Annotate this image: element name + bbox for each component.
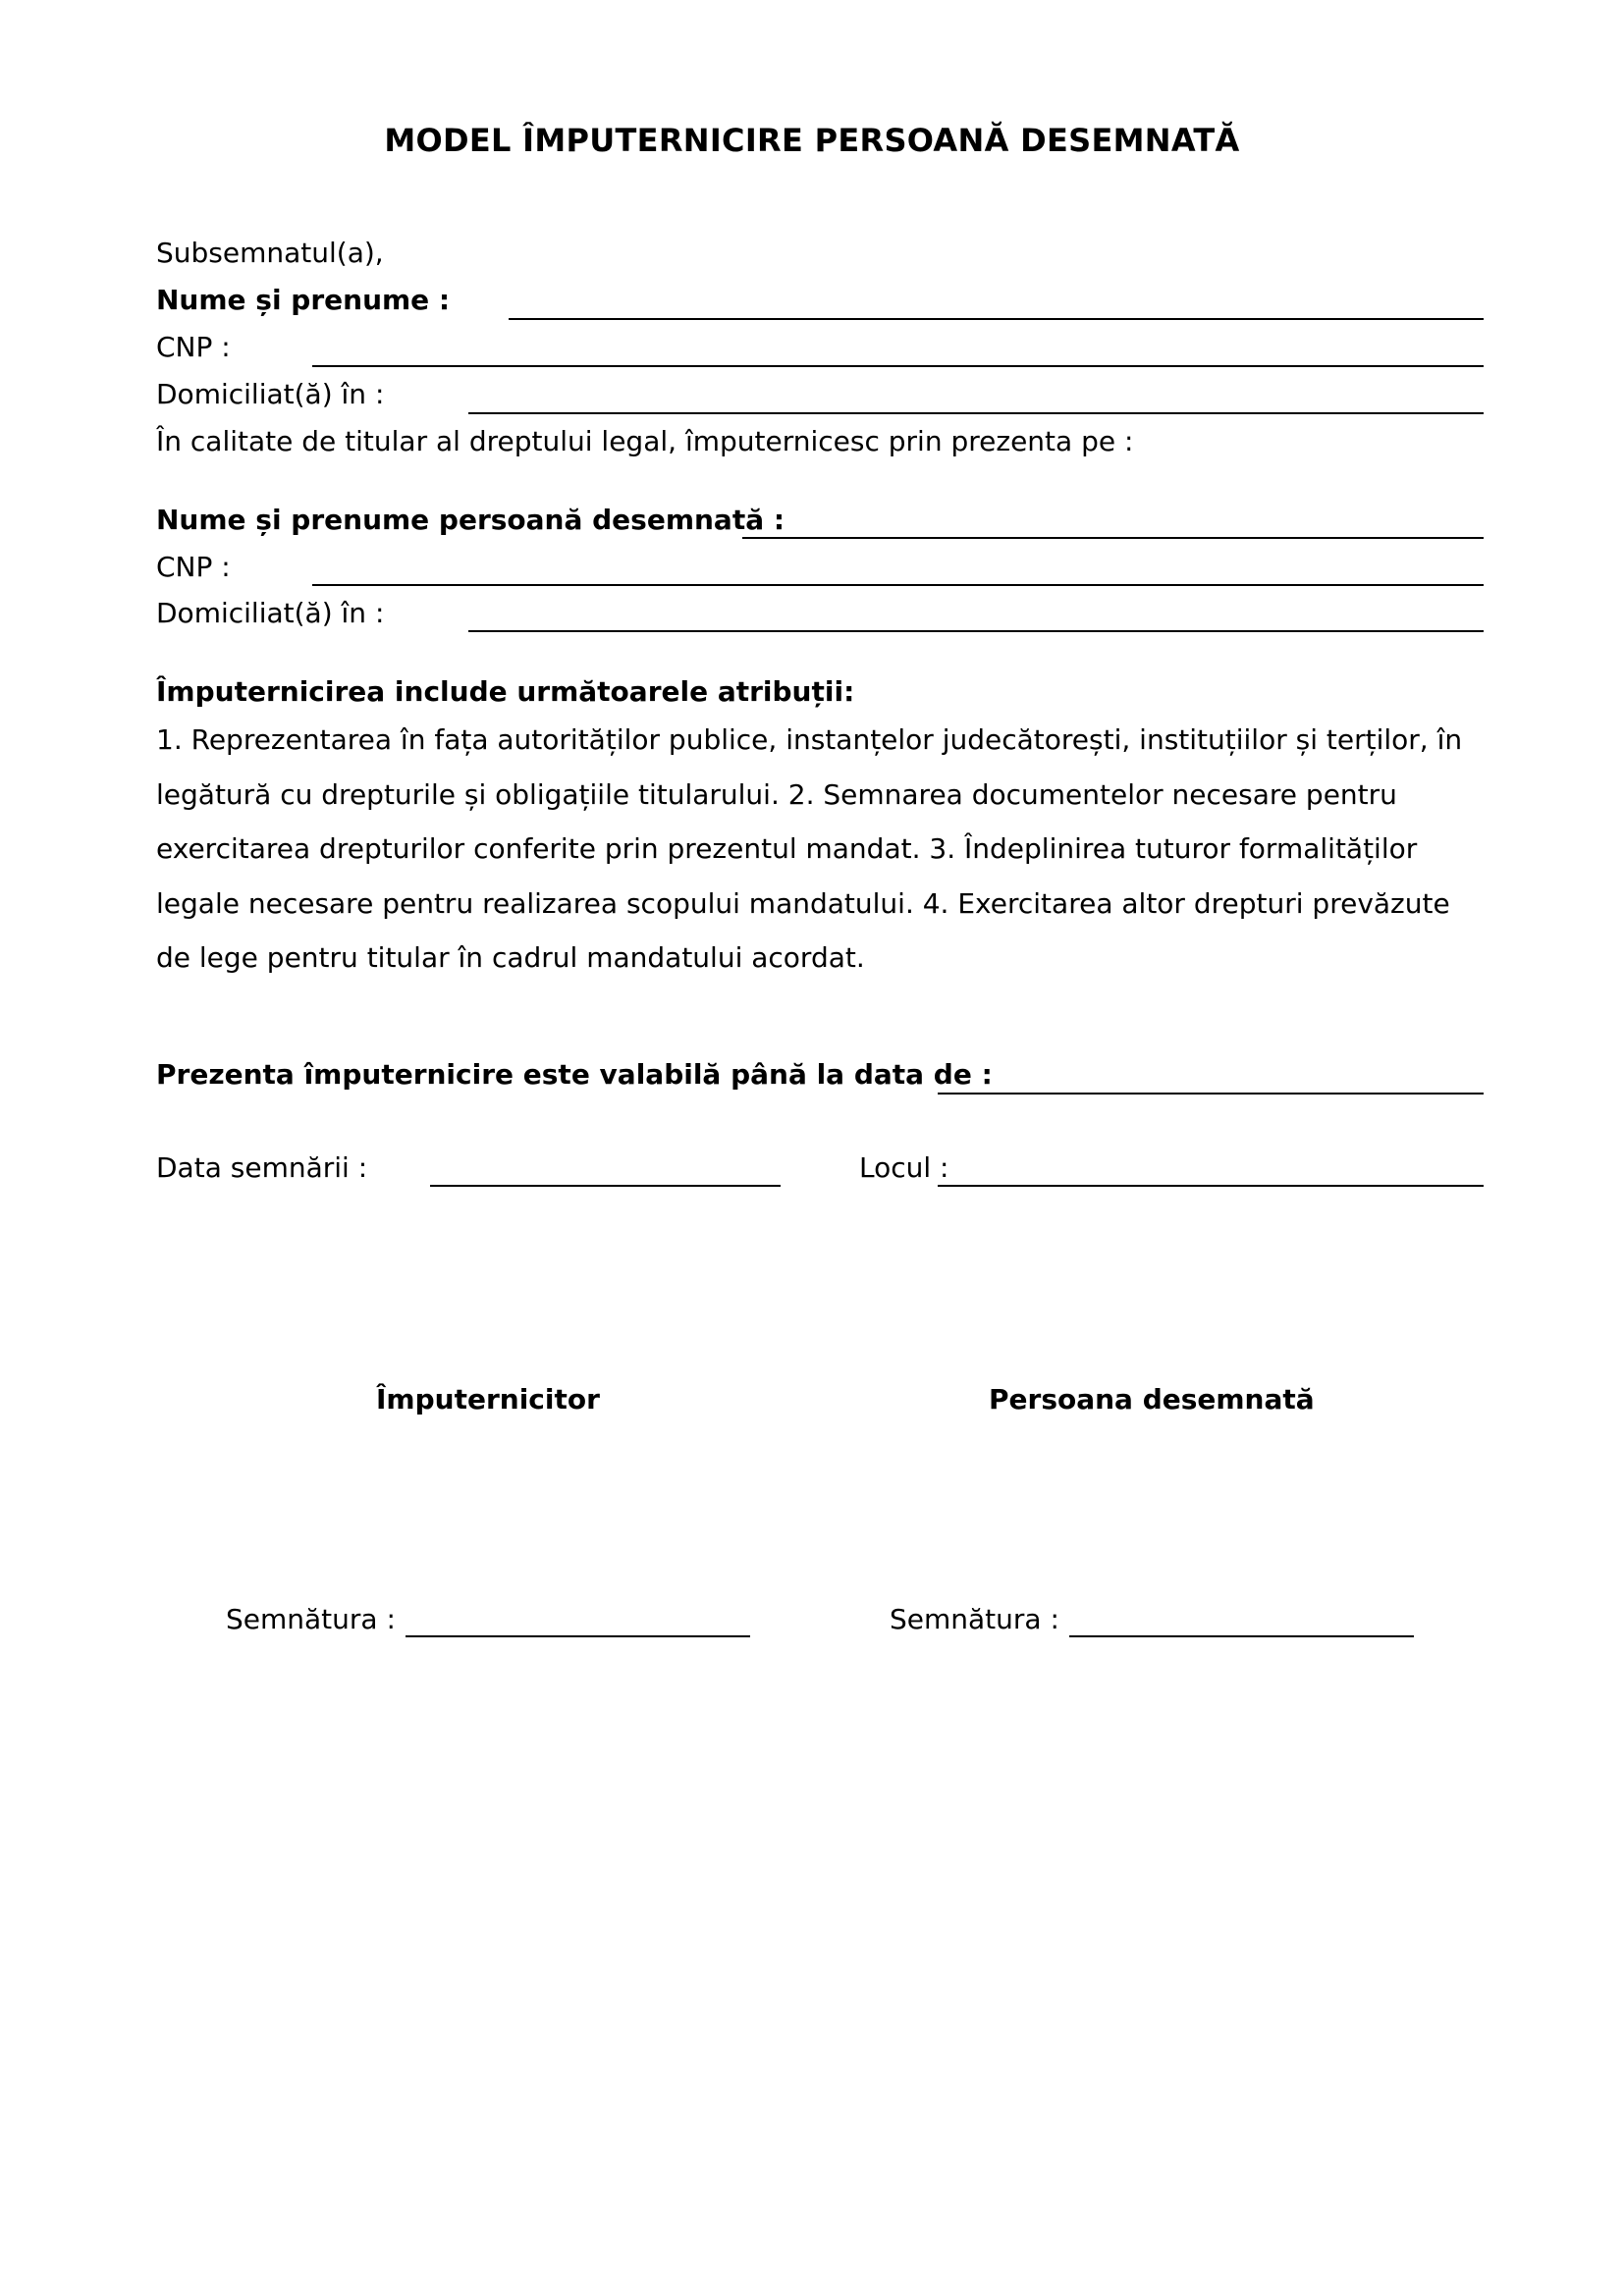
holder-name-field[interactable]	[509, 318, 1484, 320]
intro-text: Subsemnatul(a),	[156, 237, 384, 269]
holder-address-field[interactable]	[468, 412, 1484, 414]
place-label: Locul :	[859, 1151, 949, 1184]
holder-cnp-field[interactable]	[312, 365, 1484, 367]
attributions-paragraph: 1. Reprezentarea în fața autorităților publice, instanțelor judecătorești, instituțiilor și terților, în legătură cu drepturile și obligațiile titularului. 2. Semnarea documentelor necesare pentru exercitarea drepturilor conferite prin prezentul mandat. 3. Îndeplinirea tuturor formalităților legale necesare pentru realizarea scopului mandatului. 4. Exercitarea altor drepturi prevăzute de lege pentru titular în cadrul mandatului acordat.	[156, 723, 1463, 974]
designee-signature-field[interactable]	[1069, 1635, 1414, 1637]
grantor-signature-field[interactable]	[406, 1635, 750, 1637]
signing-date-label: Data semnării :	[156, 1151, 368, 1184]
grantor-signature-label: Semnătura :	[226, 1603, 396, 1635]
designee-name-field[interactable]	[742, 537, 1484, 539]
grantor-heading: Împuternicitor	[376, 1383, 600, 1415]
attributions-heading: Împuternicirea include următoarele atribuții:	[156, 675, 855, 708]
signing-date-field[interactable]	[430, 1185, 781, 1187]
designee-heading: Persoana desemnată	[989, 1383, 1315, 1415]
validity-date-field[interactable]	[938, 1093, 1484, 1095]
document-title: MODEL ÎMPUTERNICIRE PERSOANĂ DESEMNATĂ	[384, 122, 1240, 159]
designee-cnp-field[interactable]	[312, 584, 1484, 586]
place-field[interactable]	[938, 1185, 1484, 1187]
designee-address-label: Domiciliat(ă) în :	[156, 597, 385, 629]
designee-name-label: Nume și prenume persoană desemnată :	[156, 504, 785, 536]
designee-signature-label: Semnătura :	[890, 1603, 1059, 1635]
designee-cnp-label: CNP :	[156, 551, 231, 583]
holder-name-label: Nume și prenume :	[156, 284, 451, 316]
holder-address-label: Domiciliat(ă) în :	[156, 378, 385, 410]
holder-cnp-label: CNP :	[156, 331, 231, 363]
designee-address-field[interactable]	[468, 630, 1484, 632]
holder-capacity-text: În calitate de titular al dreptului legal, împuternicesc prin prezenta pe :	[156, 425, 1134, 457]
validity-label: Prezenta împuternicire este valabilă până la data de :	[156, 1058, 993, 1091]
